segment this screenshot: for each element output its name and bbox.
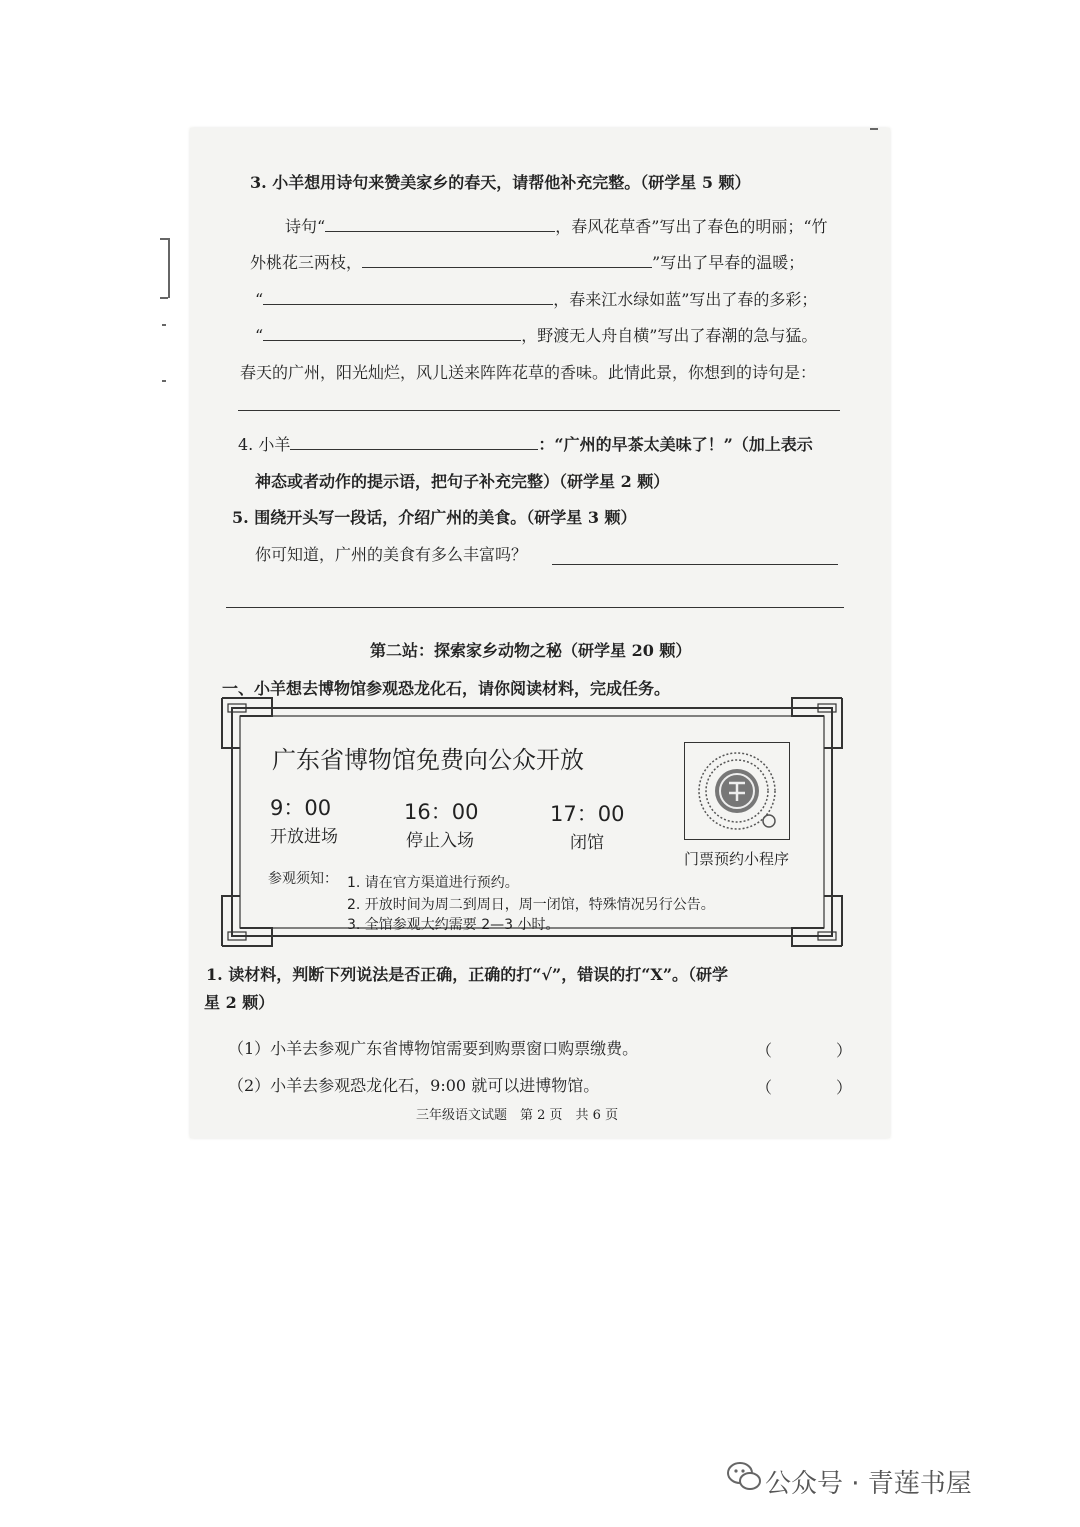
q3-blank1[interactable] [325,215,555,232]
notes-label: 参观须知： [268,871,338,887]
time-open: 9：00 [270,796,332,820]
q3-blank2[interactable] [362,251,652,268]
q3-line3-start: “ [255,290,264,309]
scan-mark [162,380,166,382]
page-footer: 三年级语文试题 第 2 页 共 6 页 [416,1108,619,1123]
scan-mark [162,324,166,326]
q3-line3 [255,287,817,310]
time-stop-entry-label: 停止入场 [406,831,474,851]
scan-mark [168,238,170,298]
q3-line4-end: ，野渡无人舟自横”写出了春潮的急与猛。 [521,326,818,345]
task1-item2-answer[interactable]: （ ） [756,1078,853,1097]
q3-line2-end: ”写出了早春的温暖； [652,253,805,272]
scan-mark [160,297,168,299]
notice-title: 广东省博物馆免费向公众开放 [272,746,584,774]
q4-end: ：“广州的早茶太美味了！”（加上表示 [538,435,813,454]
scan-mark [870,128,878,130]
note-1: 1. 请在官方渠道进行预约。 [347,875,519,891]
q5-start-text: 你可知道，广州的美食有多么丰富吗？ [255,545,528,564]
q3-line2-start: 外桃花三两枝， [250,253,363,272]
task1-title: 1. 读材料，判断下列说法是否正确，正确的打“√”，错误的打“X”。（研学 [206,965,729,984]
wechat-icon [726,1460,762,1492]
q3-line3-end: ，春来江水绿如蓝”写出了春的多彩； [553,290,818,309]
qr-caption: 门票预约小程序 [684,850,790,868]
q3-line1-end: ，春风花草香”写出了春色的明丽；“竹 [555,217,828,236]
exam-sheet [190,128,890,1138]
q4-line2: 神态或者动作的提示语，把句子补充完整）（研学星 2 颗） [255,472,670,491]
time-close-label: 闭馆 [570,833,604,853]
note-2: 2. 开放时间为周二到周日，周一闭馆，特殊情况另行公告。 [347,897,715,913]
q3-line2 [250,250,804,273]
q3-blank3[interactable] [263,288,553,305]
section1-title: 一、小羊想去博物馆参观恐龙化石，请你阅读材料，完成任务。 [222,679,671,698]
q5-answer-line2[interactable] [226,607,844,608]
time-close: 17：00 [550,802,625,826]
time-stop-entry: 16：00 [404,800,479,824]
task1-item1: （1）小羊去参观广东省博物馆需要到购票窗口购票缴费。 [228,1039,639,1058]
q3-line1 [285,214,828,237]
q3-line4-start: “ [255,326,264,345]
task1-title-cont: 星 2 颗） [204,993,275,1012]
q3-line4 [255,323,817,346]
q3-answer-line[interactable] [238,410,840,411]
task1-item2: （2）小羊去参观恐龙化石，9:00 就可以进博物馆。 [228,1076,600,1095]
station2-title: 第二站：探索家乡动物之秘（研学星 20 颗） [370,641,692,660]
q3-line5: 春天的广州，阳光灿烂，风儿送来阵阵花草的香味。此情此景，你想到的诗句是： [240,363,817,382]
q4-line1 [238,432,813,455]
q5-answer-line1[interactable] [552,564,838,565]
watermark-text: 公众号 · 青莲书屋 [765,1469,972,1499]
q3-title: 3. 小羊想用诗句来赞美家乡的春天，请帮他补充完整。（研学星 5 颗） [250,173,751,192]
q4-blank[interactable] [290,433,538,450]
scan-mark [160,238,168,240]
q4-start: 4. 小羊 [238,435,291,454]
note-3: 3. 全馆参观大约需要 2—3 小时。 [347,917,560,933]
q3-blank4[interactable] [263,324,521,341]
q3-line1-start: 诗句“ [285,217,326,236]
qr-code-icon [685,743,789,839]
q5-title: 5. 围绕开头写一段话，介绍广州的美食。（研学星 3 颗） [232,508,637,527]
qr-code[interactable] [684,742,790,840]
task1-item1-answer[interactable]: （ ） [756,1041,853,1060]
time-open-label: 开放进场 [270,827,338,847]
